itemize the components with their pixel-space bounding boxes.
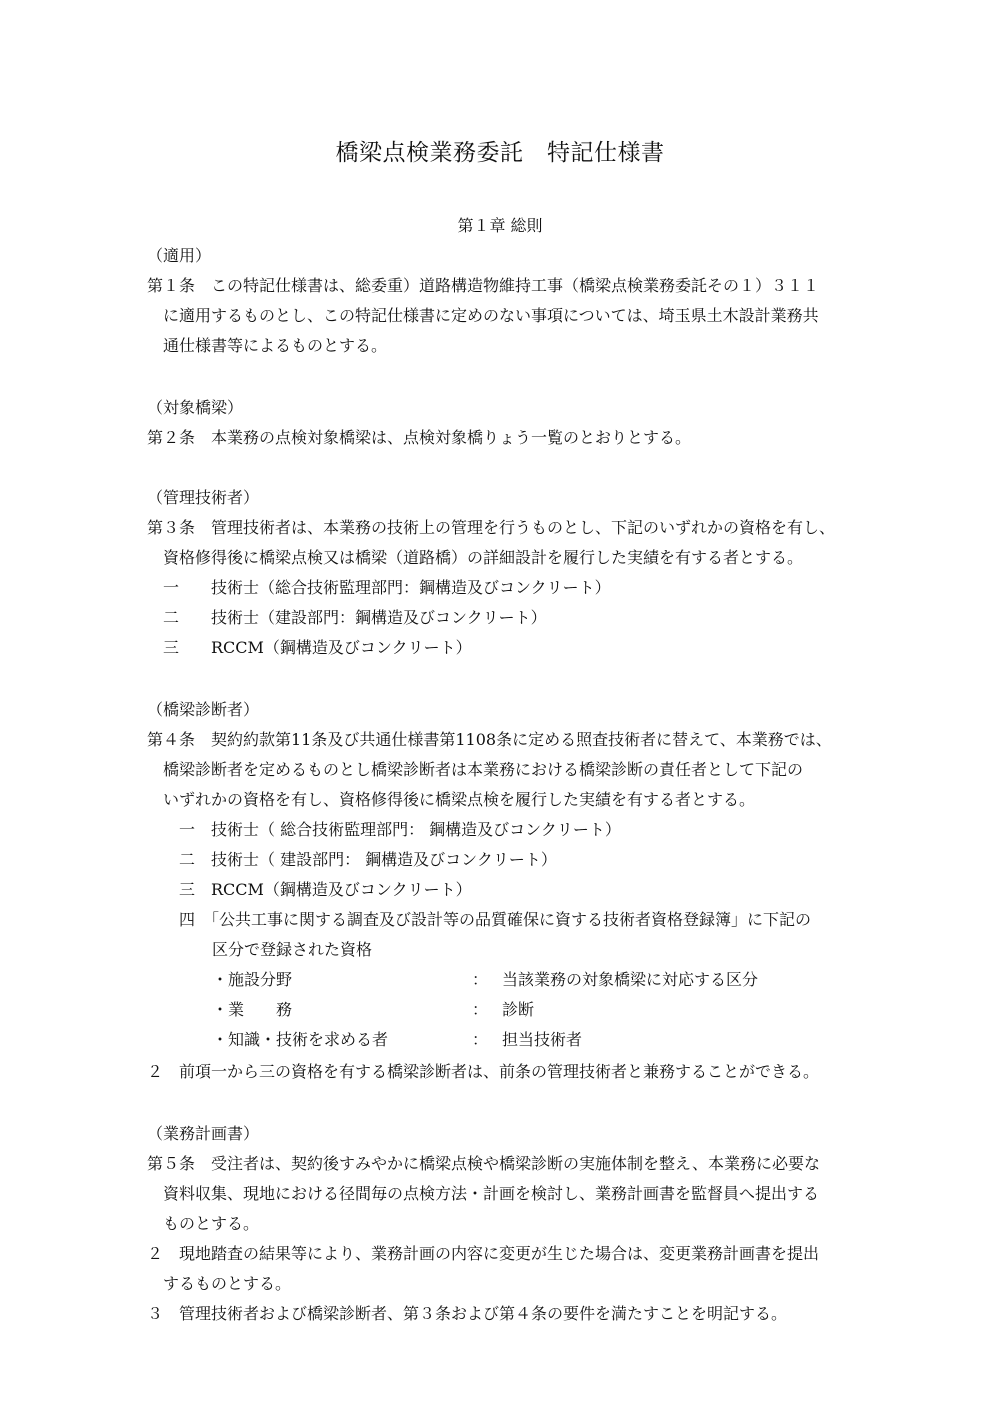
document-title: 橋梁点検業務委託 特記仕様書 [335,140,665,166]
qualification-separator: ： [472,1030,489,1049]
qualification-row [212,1030,582,1050]
article-4-text: 第４条 契約約款第11条及び共通仕様書第1108条に定める照査技術者に替えて、本業務では、 [147,730,832,749]
article-2-text: 第２条 本業務の点検対象橋梁は、点検対象橋りょう一覧のとおりとする。 [147,428,692,447]
article-5-text: 資料収集、現地における径間毎の点検方法・計画を検討し、業務計画書を監督員へ提出する [163,1184,820,1203]
article-1-text: に適用するものとし、この特記仕様書に定めのない事項については、埼玉県土木設計業務共 [163,306,819,325]
qualification-row [212,970,758,990]
article-4-list-item-continuation: 区分で登録された資格 [212,940,373,959]
article-2-heading: （対象橋梁） [147,398,244,417]
article-5-paragraph-3: ３ 管理技術者および橋梁診断者、第３条および第４条の要件を満たすことを明記する。 [147,1304,788,1323]
qualification-value: 当該業務の対象橋梁に対応する区分 [502,970,759,989]
article-5-paragraph-2: ２ 現地踏査の結果等により、業務計画の内容に変更が生じた場合は、変更業務計画書を提出 [147,1244,820,1263]
article-1-heading: （適用） [147,246,212,265]
qualification-value: 担当技術者 [502,1030,583,1049]
qualification-separator: ： [472,970,489,989]
article-4-list-item: 三 RCCM（鋼構造及びコンクリート） [179,880,472,899]
article-3-text: 資格修得後に橋梁点検又は橋梁（道路橋）の詳細設計を履行した実績を有する者とする。 [163,548,804,567]
article-4-text: いずれかの資格を有し、資格修得後に橋梁点検を履行した実績を有する者とする。 [163,790,756,809]
article-3-list-item: 二 技術士（建設部門：鋼構造及びコンクリート） [163,608,547,627]
article-4-text: 橋梁診断者を定めるものとし橋梁診断者は本業務における橋梁診断の責任者として下記の [163,760,804,779]
chapter-heading: 第１章 総則 [457,216,543,235]
article-5-text: 第５条 受注者は、契約後すみやかに橋梁点検や橋梁診断の実施体制を整え、本業務に必要な [147,1154,820,1173]
qualification-label: ・施設分野 [212,970,293,989]
article-1-text: 通仕様書等によるものとする。 [163,336,388,355]
article-5-paragraph-2: するものとする。 [163,1274,292,1293]
article-3-text: 第３条 管理技術者は、本業務の技術上の管理を行うものとし、下記のいずれかの資格を有し、 [147,518,836,537]
article-3-list-item: 一 技術士（総合技術監理部門：鋼構造及びコンクリート） [163,578,611,597]
qualification-label: ・知識・技術を求める者 [212,1030,389,1049]
article-4-heading: （橋梁診断者） [147,700,260,719]
article-4-list-item: 一 技術士（ 総合技術監理部門： 鋼構造及びコンクリート） [179,820,621,839]
qualification-value: 診断 [502,1000,535,1019]
article-4-list-item: 二 技術士（ 建設部門： 鋼構造及びコンクリート） [179,850,557,869]
article-5-text: ものとする。 [163,1214,260,1233]
article-1-text: 第１条 この特記仕様書は、総委重）道路構造物維持工事（橋梁点検業務委託その１）３１１ [147,276,820,295]
qualification-row [212,1000,534,1020]
qualification-separator: ： [472,1000,489,1019]
qualification-label: ・業 務 [212,1000,293,1019]
article-3-list-item: 三 RCCM（鋼構造及びコンクリート） [163,638,472,657]
article-5-heading: （業務計画書） [147,1124,260,1143]
article-4-paragraph-2: ２ 前項一から三の資格を有する橋梁診断者は、前条の管理技術者と兼務することができる。 [147,1062,820,1081]
article-3-heading: （管理技術者） [147,488,260,507]
article-4-list-item: 四 「公共工事に関する調査及び設計等の品質確保に資する技術者資格登録簿」に下記の [179,910,812,929]
